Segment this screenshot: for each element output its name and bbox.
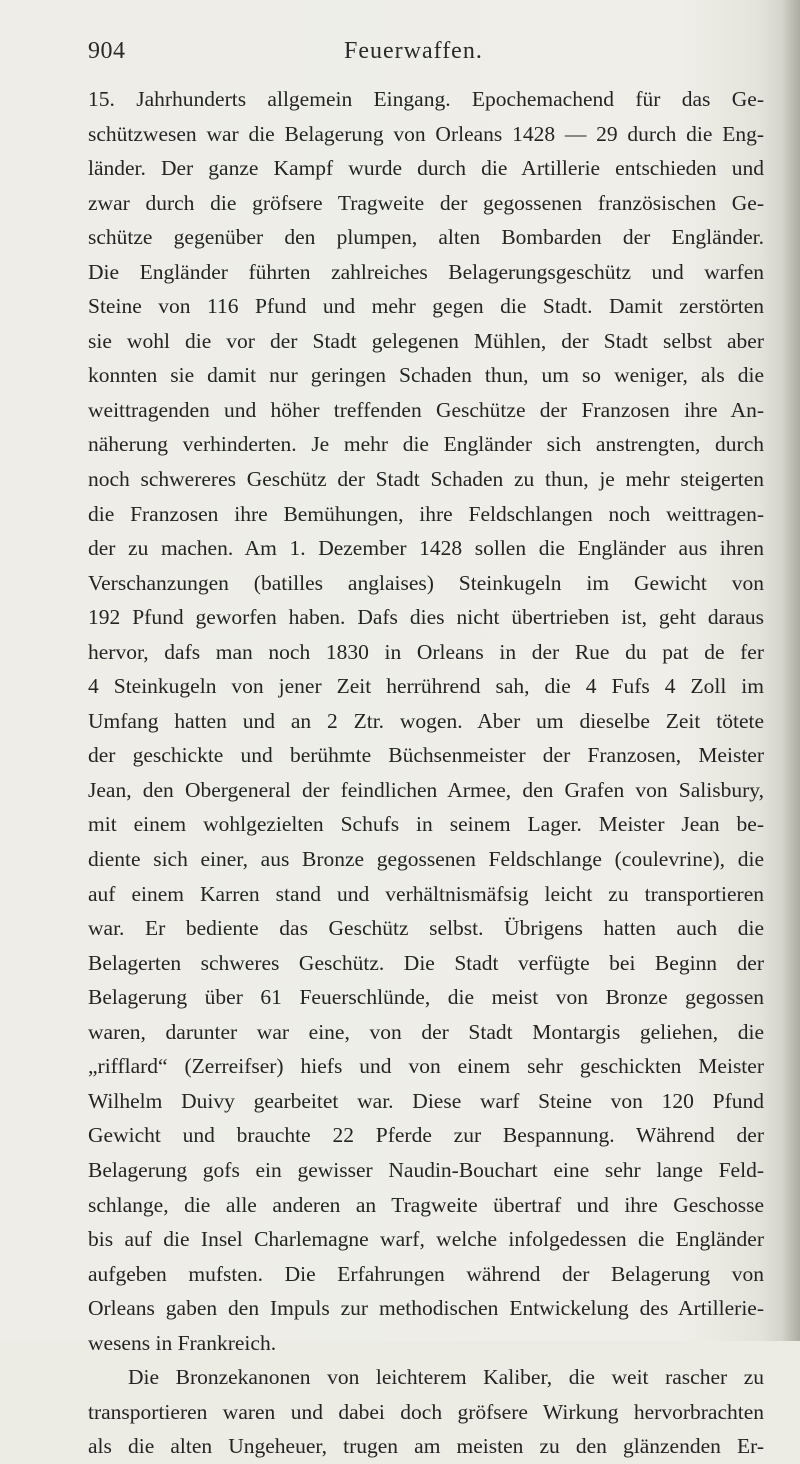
body-text — [88, 82, 764, 1464]
text-line: Verschanzungen (batilles anglaises) Steinkugeln im Gewicht von — [88, 570, 764, 595]
text-line: auf einem Karren stand und verhältnismäfsig leicht zu transportieren — [88, 881, 764, 906]
text-line: 192 Pfund geworfen haben. Dafs dies nicht übertrieben ist, geht daraus — [88, 605, 764, 630]
text-line: der geschickte und berühmte Büchsenmeister der Franzosen, Meister — [88, 743, 764, 768]
text-line: waren, darunter war eine, von der Stadt Montargis geliehen, die — [88, 1019, 764, 1044]
text-line: Jean, den Obergeneral der feindlichen Armee, den Grafen von Salisbury, — [88, 777, 764, 802]
page-number: 904 — [88, 38, 126, 64]
text-line: 4 Steinkugeln von jener Zeit herrührend sah, die 4 Fufs 4 Zoll im — [88, 674, 764, 699]
text-line-paragraph-end: wesens in Frankreich. — [88, 1330, 277, 1355]
text-line: „rifflard“ (Zerreifser) hiefs und von einem sehr geschickten Meister — [88, 1054, 764, 1079]
page-edge-shadow — [782, 0, 800, 1341]
text-line: Orleans gaben den Impuls zur methodischen Entwickelung des Artillerie- — [88, 1296, 764, 1321]
text-line: sie wohl die vor der Stadt gelegenen Mühlen, der Stadt selbst aber — [88, 328, 764, 353]
text-line: zwar durch die gröfsere Tragweite der gegossenen französischen Ge- — [88, 190, 764, 215]
text-line: Belagerten schweres Geschütz. Die Stadt verfügte bei Beginn der — [88, 950, 764, 975]
text-line: noch schwereres Geschütz der Stadt Schaden zu thun, je mehr steigerten — [88, 467, 764, 492]
text-line: Wilhelm Duivy gearbeitet war. Diese warf Steine von 120 Pfund — [88, 1088, 764, 1113]
text-line: schlange, die alle anderen an Tragweite übertraf und ihre Geschosse — [88, 1192, 764, 1217]
text-line: transportieren waren und dabei doch gröfsere Wirkung hervorbrachten — [88, 1399, 764, 1424]
text-line: Belagerung gofs ein gewisser Naudin-Bouchart eine sehr lange Feld- — [88, 1157, 764, 1182]
text-line: 15. Jahrhunderts allgemein Eingang. Epochemachend für das Ge- — [88, 87, 764, 111]
text-line: der zu machen. Am 1. Dezember 1428 sollen die Engländer aus ihren — [88, 536, 764, 561]
text-line: konnten sie damit nur geringen Schaden thun, um so weniger, als die — [88, 363, 764, 388]
text-line: näherung verhinderten. Je mehr die Engländer sich anstrengten, durch — [88, 432, 764, 457]
text-line: Steine von 116 Pfund und mehr gegen die Stadt. Damit zerstörten — [88, 294, 764, 319]
text-line: Umfang hatten und an 2 Ztr. wogen. Aber um dieselbe Zeit tötete — [88, 708, 764, 733]
running-head — [88, 38, 788, 70]
running-title: Feuerwaffen. — [344, 38, 483, 64]
text-line: hervor, dafs man noch 1830 in Orleans in der Rue du pat de fer — [88, 639, 764, 664]
text-line: Belagerung über 61 Feuerschlünde, die meist von Bronze gegossen — [88, 985, 764, 1010]
text-line: Gewicht und brauchte 22 Pferde zur Bespannung. Während der — [88, 1123, 764, 1148]
text-line: die Franzosen ihre Bemühungen, ihre Feldschlangen noch weittragen- — [88, 501, 764, 526]
text-line: bis auf die Insel Charlemagne warf, welche infolgedessen die Engländer — [88, 1227, 764, 1252]
text-line: schütze gegenüber den plumpen, alten Bombarden der Engländer. — [88, 225, 764, 250]
text-line: Die Engländer führten zahlreiches Belagerungsgeschütz und warfen — [88, 259, 764, 284]
text-line: länder. Der ganze Kampf wurde durch die Artillerie entschieden und — [88, 156, 764, 181]
text-line: weittragenden und höher treffenden Geschütze der Franzosen ihre An- — [88, 397, 764, 422]
text-line: schützwesen war die Belagerung von Orleans 1428 — 29 durch die Eng- — [88, 121, 764, 146]
text-line: als die alten Ungeheuer, trugen am meisten zu den glänzenden Er- — [88, 1434, 764, 1459]
text-line: diente sich einer, aus Bronze gegossenen Feldschlange (coulevrine), die — [88, 847, 764, 872]
text-line: aufgeben mufsten. Die Erfahrungen während der Belagerung von — [88, 1261, 764, 1286]
text-line-paragraph-start: Die Bronzekanonen von leichterem Kaliber, die weit rascher zu — [128, 1365, 764, 1390]
text-line: war. Er bediente das Geschütz selbst. Übrigens hatten auch die — [88, 916, 764, 941]
text-line: mit einem wohlgezielten Schufs in seinem Lager. Meister Jean be- — [88, 812, 764, 837]
